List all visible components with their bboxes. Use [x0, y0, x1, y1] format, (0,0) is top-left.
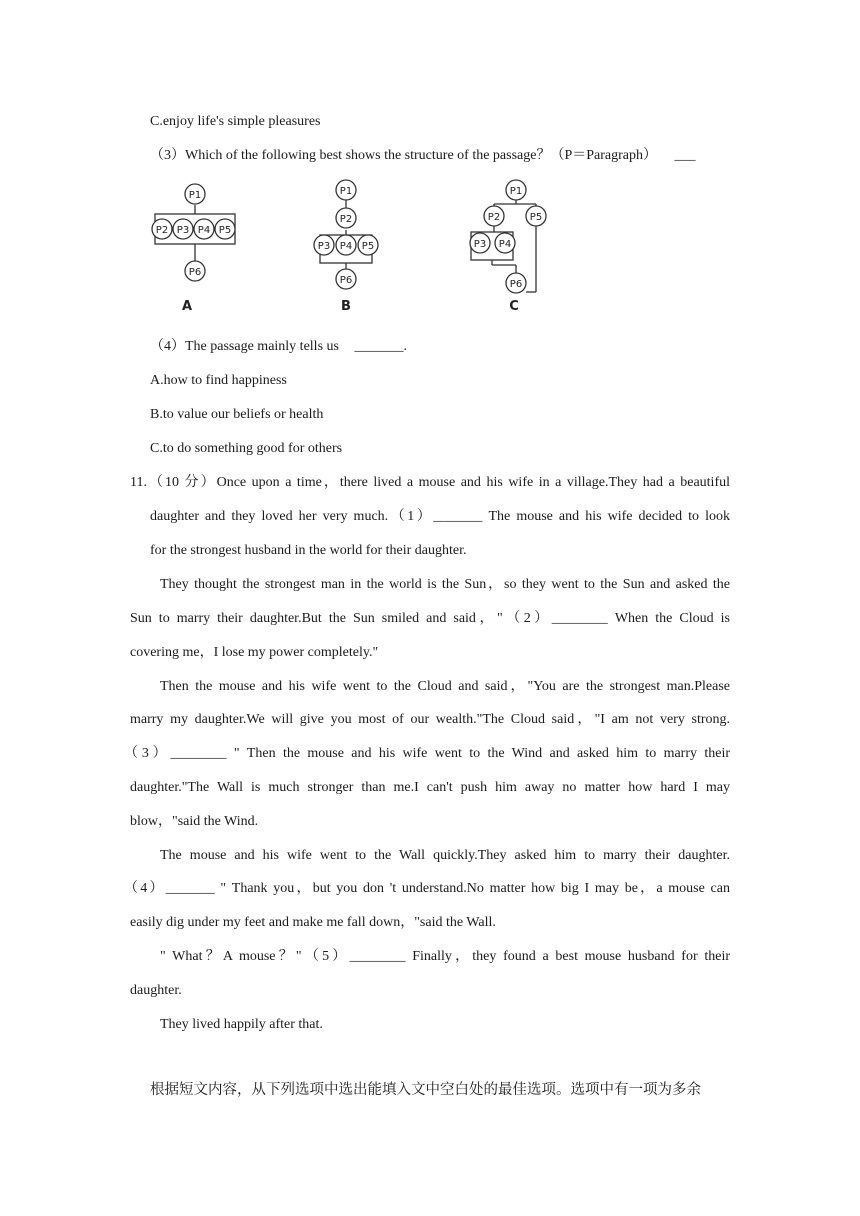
question-4-option-c[interactable]: C.to do something good for others: [150, 441, 343, 456]
passage-line: " What？A mouse？"（5）________ Finally，they found a best mouse husband for their: [160, 949, 730, 964]
passage-line: for the strongest husband in the world for their daughter.: [150, 543, 467, 558]
passage-line: easily dig under my feet and make me fall down，"said the Wall.: [130, 915, 496, 930]
node-p4: P4: [339, 241, 353, 252]
node-p1: P1: [509, 186, 523, 197]
question-3-text: （3）Which of the following best shows the structure of the passage？（P＝Paragraph）: [150, 148, 658, 163]
passage-line: daughter."The Wall is much stronger than me.I can't push him away no matter how hard I may: [130, 780, 730, 795]
passage-line: Then the mouse and his wife went to the Cloud and said，"You are the strongest man.Please: [160, 679, 730, 694]
question-4-blank[interactable]: _______.: [354, 339, 407, 354]
question-4-text: （4）The passage mainly tells us: [150, 339, 339, 354]
passage-line: daughter and they loved her very much.（1）_______ The mouse and his wife decided to look: [150, 509, 730, 524]
node-p5: P5: [218, 225, 232, 236]
node-p3: P3: [317, 241, 331, 252]
passage-line: （3）________ " Then the mouse and his wife went to the Wind and asked him to marry their: [124, 746, 730, 761]
passage-line: blow，"said the Wind.: [130, 814, 259, 829]
passage-line: The mouse and his wife went to the Wall quickly.They asked him to marry their daughter.: [160, 848, 730, 863]
question-4-option-a[interactable]: A.how to find happiness: [150, 373, 287, 388]
instruction-text: 根据短文内容，从下列选项中选出能填入文中空白处的最佳选项。选项中有一项为多余: [150, 1082, 701, 1098]
passage-line: daughter.: [130, 983, 182, 998]
passage-line: marry my daughter.We will give you most of our wealth."The Cloud said，"I am not very strong.: [130, 712, 730, 727]
node-p2: P2: [155, 225, 169, 236]
structure-diagram-a[interactable]: [150, 178, 250, 316]
node-p6: P6: [339, 275, 353, 286]
node-p5: P5: [361, 241, 375, 252]
passage-line: Sun to marry their daughter.But the Sun smiled and said，"（2）________ When the Cloud is: [130, 611, 730, 626]
question-4-option-b[interactable]: B.to value our beliefs or health: [150, 407, 324, 422]
question-11-header: 11.（10 分）Once upon a time，there lived a mouse and his wife in a village.They had a beautiful: [130, 475, 730, 490]
node-p1: P1: [339, 186, 353, 197]
question-3-blank[interactable]: ___: [674, 148, 696, 163]
question-3-prompt: [150, 146, 696, 166]
diagram-label: B: [341, 299, 351, 314]
passage-line: （4）_______ " Thank you，but you don 't understand.No matter how big I may be，a mouse can: [124, 881, 730, 896]
diagram-label: A: [181, 299, 193, 314]
node-p2: P2: [487, 212, 501, 223]
passage-line: covering me，I lose my power completely.": [130, 645, 379, 660]
diagram-label: C: [509, 299, 519, 314]
node-p3: P3: [176, 225, 190, 236]
previous-option-c: C.enjoy life's simple pleasures: [150, 114, 321, 129]
passage-line: They thought the strongest man in the world is the Sun，so they went to the Sun and asked the: [160, 577, 730, 592]
node-p2: P2: [339, 214, 353, 225]
node-p4: P4: [498, 239, 512, 250]
question-4-prompt: [150, 337, 407, 357]
structure-diagram-b[interactable]: [308, 178, 388, 316]
node-p5: P5: [529, 212, 543, 223]
passage-line: They lived happily after that.: [160, 1017, 323, 1032]
node-p6: P6: [188, 267, 202, 278]
node-p1: P1: [188, 190, 202, 201]
node-p4: P4: [197, 225, 211, 236]
node-p3: P3: [473, 239, 487, 250]
node-p6: P6: [509, 279, 523, 290]
structure-diagram-c[interactable]: [460, 178, 560, 316]
